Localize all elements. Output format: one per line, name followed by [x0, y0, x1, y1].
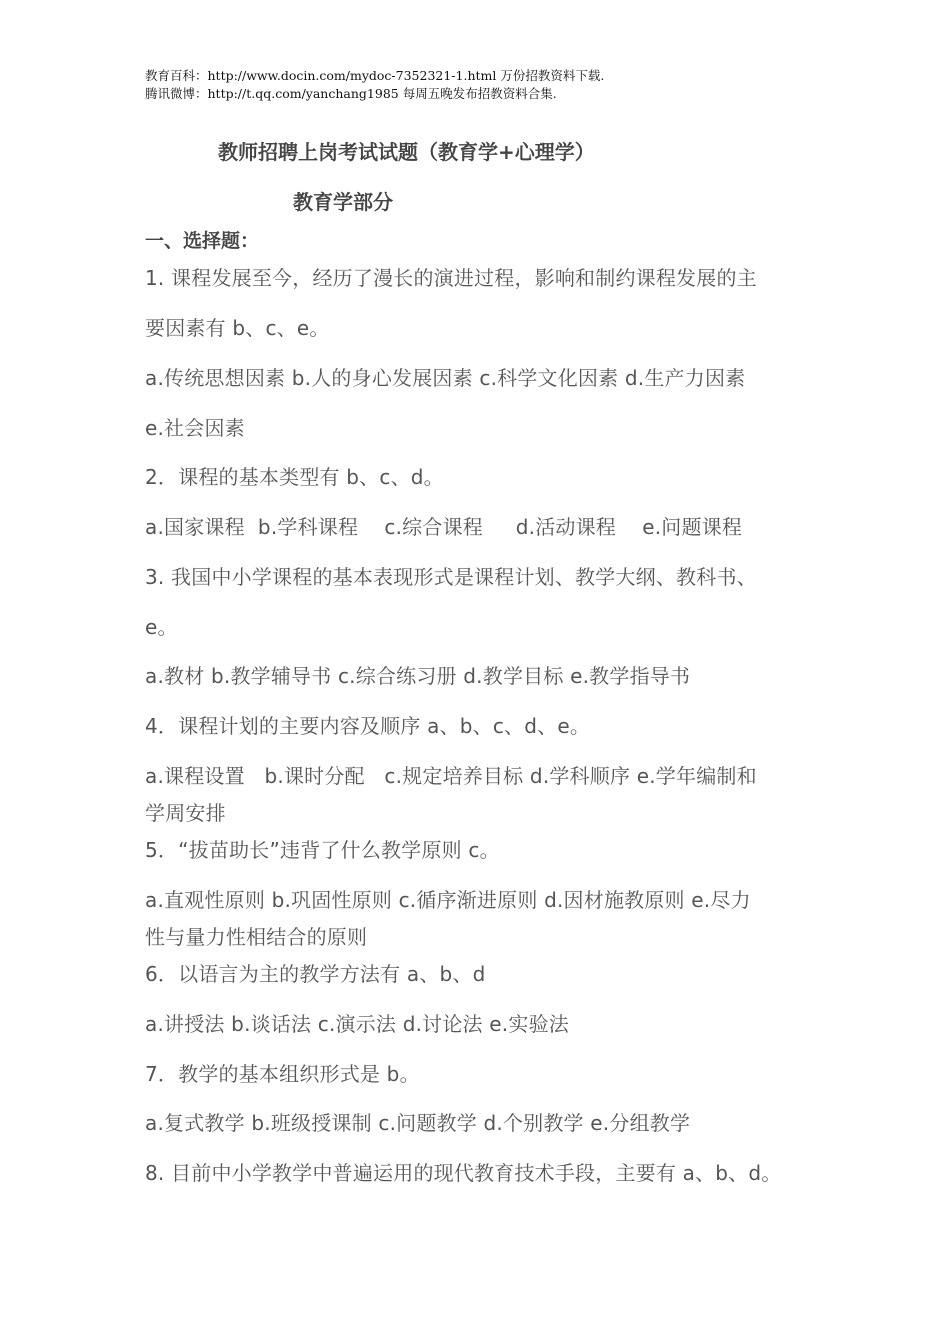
section-title: 教育学部分 — [293, 190, 393, 214]
text-line: a.讲授法 b.谈话法 c.演示法 d.讨论法 e.实验法 — [145, 1012, 569, 1036]
header-line-2: 腾讯微博：http://t.qq.com/yanchang1985 每周五晚发布招教资料合集. — [145, 86, 557, 101]
text-line: a.直观性原则 b.巩固性原则 c.循序渐进原则 d.因材施教原则 e.尽力 — [145, 888, 751, 912]
text-line: a.国家课程 b.学科课程 c.综合课程 d.活动课程 e.问题课程 — [145, 515, 743, 539]
text-line: a.课程设置 b.课时分配 c.规定培养目标 d.学科顺序 e.学年编制和 — [145, 764, 757, 788]
document-title: 教师招聘上岗考试试题（教育学+心理学） — [218, 140, 595, 164]
text-line: 2．课程的基本类型有 b、c、d。 — [145, 465, 444, 489]
text-line: e。 — [145, 615, 178, 639]
text-line: 4．课程计划的主要内容及顺序 a、b、c、d、e。 — [145, 714, 591, 738]
text-line: 性与量力性相结合的原则 — [145, 925, 368, 949]
text-line: 7．教学的基本组织形式是 b。 — [145, 1062, 420, 1086]
text-line: a.复式教学 b.班级授课制 c.问题教学 d.个别教学 e.分组教学 — [145, 1111, 691, 1135]
text-line: 8. 目前中小学教学中普遍运用的现代教育技术手段，主要有 a、b、d。 — [145, 1161, 782, 1185]
text-line: 1. 课程发展至今，经历了漫长的演进过程，影响和制约课程发展的主 — [145, 266, 757, 290]
header-line-1: 教育百科：http://www.docin.com/mydoc-7352321-1.html 万份招教资料下载. — [145, 68, 605, 83]
question-type-heading: 一、选择题： — [145, 230, 260, 252]
text-line: 6．以语言为主的教学方法有 a、b、d — [145, 962, 486, 986]
text-line: a.传统思想因素 b.人的身心发展因素 c.科学文化因素 d.生产力因素 — [145, 366, 746, 390]
text-line: 要因素有 b、c、e。 — [145, 316, 330, 340]
text-line: 学周安排 — [145, 801, 226, 825]
text-line: e.社会因素 — [145, 416, 245, 440]
text-line: 5．“拔苗助长”违背了什么教学原则 c。 — [145, 838, 500, 862]
text-line: 3. 我国中小学课程的基本表现形式是课程计划、教学大纲、教科书、 — [145, 565, 757, 589]
text-line: a.教材 b.教学辅导书 c.综合练习册 d.教学目标 e.教学指导书 — [145, 664, 691, 688]
